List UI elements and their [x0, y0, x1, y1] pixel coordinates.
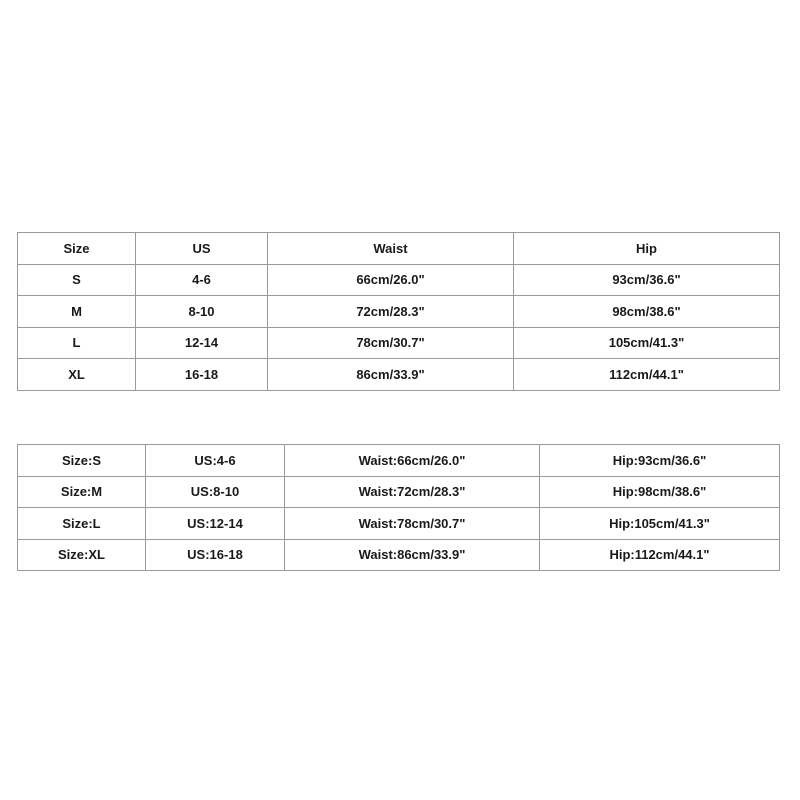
cell-waist: Waist:66cm/26.0" — [285, 445, 540, 477]
cell-hip: 105cm/41.3" — [514, 327, 780, 359]
table-row — [18, 359, 780, 391]
cell-waist: 86cm/33.9" — [268, 359, 514, 391]
cell-waist: Waist:72cm/28.3" — [285, 476, 540, 508]
cell-size: Size:M — [18, 476, 146, 508]
size-chart-table — [17, 232, 780, 391]
table-row — [18, 327, 780, 359]
cell-us: 8-10 — [136, 296, 268, 328]
table-row — [18, 445, 780, 477]
cell-waist: 78cm/30.7" — [268, 327, 514, 359]
table-row — [18, 264, 780, 296]
cell-size: M — [18, 296, 136, 328]
cell-size: XL — [18, 359, 136, 391]
cell-waist: Waist:78cm/30.7" — [285, 508, 540, 540]
table-row — [18, 296, 780, 328]
table-row — [18, 476, 780, 508]
cell-hip: Hip:105cm/41.3" — [540, 508, 780, 540]
cell-waist: Waist:86cm/33.9" — [285, 539, 540, 571]
cell-hip: Hip:93cm/36.6" — [540, 445, 780, 477]
header-waist: Waist — [268, 233, 514, 265]
header-us: US — [136, 233, 268, 265]
table-row — [18, 539, 780, 571]
cell-us: US:8-10 — [146, 476, 285, 508]
cell-waist: 72cm/28.3" — [268, 296, 514, 328]
cell-us: US:16-18 — [146, 539, 285, 571]
table-row — [18, 508, 780, 540]
cell-hip: 112cm/44.1" — [514, 359, 780, 391]
cell-size: Size:XL — [18, 539, 146, 571]
cell-hip: 98cm/38.6" — [514, 296, 780, 328]
cell-us: 16-18 — [136, 359, 268, 391]
cell-hip: Hip:112cm/44.1" — [540, 539, 780, 571]
size-chart-labeled-table — [17, 444, 780, 571]
cell-waist: 66cm/26.0" — [268, 264, 514, 296]
cell-hip: Hip:98cm/38.6" — [540, 476, 780, 508]
cell-us: US:4-6 — [146, 445, 285, 477]
cell-us: 12-14 — [136, 327, 268, 359]
header-hip: Hip — [514, 233, 780, 265]
cell-us: 4-6 — [136, 264, 268, 296]
cell-hip: 93cm/36.6" — [514, 264, 780, 296]
cell-us: US:12-14 — [146, 508, 285, 540]
cell-size: L — [18, 327, 136, 359]
header-size: Size — [18, 233, 136, 265]
cell-size: Size:S — [18, 445, 146, 477]
cell-size: S — [18, 264, 136, 296]
table-header-row — [18, 233, 780, 265]
cell-size: Size:L — [18, 508, 146, 540]
